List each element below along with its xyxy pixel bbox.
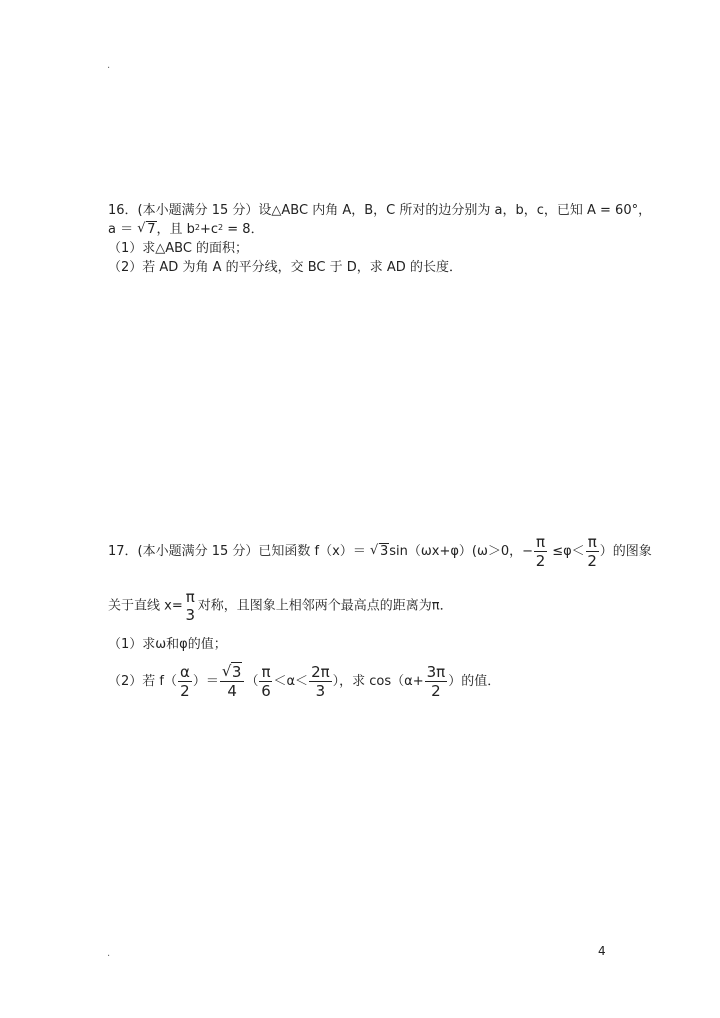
q16-and-b: ，且 b bbox=[156, 222, 195, 237]
q16-line1: 16．(本小题满分 15 分）设△ABC 内角 A，B，C 所对的边分别为 a，b，c，已知 A = 60°， bbox=[108, 203, 652, 218]
frac-den: 2 bbox=[535, 552, 546, 570]
footer-dot: . bbox=[107, 948, 111, 959]
q17-intro: 17．(本小题满分 15 分）已知函数 f（x）＝ bbox=[108, 544, 370, 559]
q17-phi-range: ≤φ＜ bbox=[548, 544, 585, 559]
sqrt7 bbox=[137, 222, 156, 238]
sqrt3-radicand: 3 bbox=[379, 544, 389, 559]
q17-part2-d: ），求 cos（α+ bbox=[332, 674, 424, 689]
header-dot: . bbox=[107, 60, 111, 71]
q16-line2 bbox=[108, 222, 264, 238]
frac-3pi-over-2 bbox=[425, 663, 448, 700]
sqrt3-radicand: 3 bbox=[231, 663, 242, 681]
q17-line2-a: 关于直线 x= bbox=[108, 598, 183, 614]
q16-plus-c: +c bbox=[200, 222, 219, 237]
frac-den: 2 bbox=[431, 682, 441, 700]
frac-pi-over-2-a bbox=[534, 533, 547, 570]
frac-den: 3 bbox=[315, 682, 326, 700]
q17-tail: ）的图象 bbox=[599, 544, 652, 559]
frac-den: 4 bbox=[227, 682, 237, 700]
q16-a-equals: a ＝ bbox=[108, 222, 138, 237]
frac-den: 2 bbox=[587, 552, 597, 570]
frac-pi-over-2-b bbox=[586, 533, 599, 570]
q17-line2 bbox=[108, 588, 453, 624]
q17-part2 bbox=[108, 663, 500, 700]
q17-part1: （1）求ω和φ的值； bbox=[108, 637, 227, 652]
frac-num: α bbox=[179, 663, 190, 681]
frac-num: 3π bbox=[426, 663, 446, 681]
sqrt7-radicand: 7 bbox=[147, 222, 156, 237]
frac-num: π bbox=[536, 533, 546, 551]
q17-alpha-range: ＜α＜ bbox=[273, 674, 309, 689]
q17-part2-e: ）的值． bbox=[448, 674, 501, 689]
q17-sin-arg: sin（ωx+φ）(ω＞0，− bbox=[389, 544, 534, 559]
q16-eq8: = 8． bbox=[223, 222, 264, 237]
frac-sqrt3-over-4 bbox=[220, 663, 245, 700]
page-number: 4 bbox=[598, 944, 606, 958]
q17-part2-a: （2）若 f（ bbox=[108, 674, 177, 689]
q16-part2: （2）若 AD 为角 A 的平分线，交 BC 于 D，求 AD 的长度． bbox=[108, 260, 462, 275]
q16-part1: （1）求△ABC 的面积； bbox=[108, 241, 249, 256]
q17-line2-b: 对称，且图象上相邻两个最高点的距离为π． bbox=[197, 598, 453, 614]
frac-2pi-over-3 bbox=[309, 663, 332, 700]
q16-sup2: 2 bbox=[218, 223, 224, 232]
frac-pi-over-6 bbox=[259, 663, 272, 700]
sqrt3-num bbox=[222, 663, 243, 681]
frac-num: π bbox=[587, 533, 597, 551]
frac-den: 6 bbox=[261, 682, 271, 700]
frac-num: π bbox=[185, 588, 195, 606]
q17-part2-c: （ bbox=[245, 674, 259, 689]
frac-pi-over-3 bbox=[184, 588, 197, 624]
frac-den: 3 bbox=[185, 606, 195, 624]
frac-num: π bbox=[261, 663, 271, 681]
frac-alpha-over-2 bbox=[178, 663, 192, 700]
q17-line1 bbox=[108, 533, 652, 570]
frac-num: 2π bbox=[311, 663, 330, 681]
sqrt3-coef bbox=[370, 544, 389, 560]
frac-den: 2 bbox=[180, 682, 190, 700]
q17-part2-b: ）＝ bbox=[192, 674, 219, 689]
q16-sup1: 2 bbox=[194, 223, 200, 232]
frac-num bbox=[220, 663, 245, 682]
